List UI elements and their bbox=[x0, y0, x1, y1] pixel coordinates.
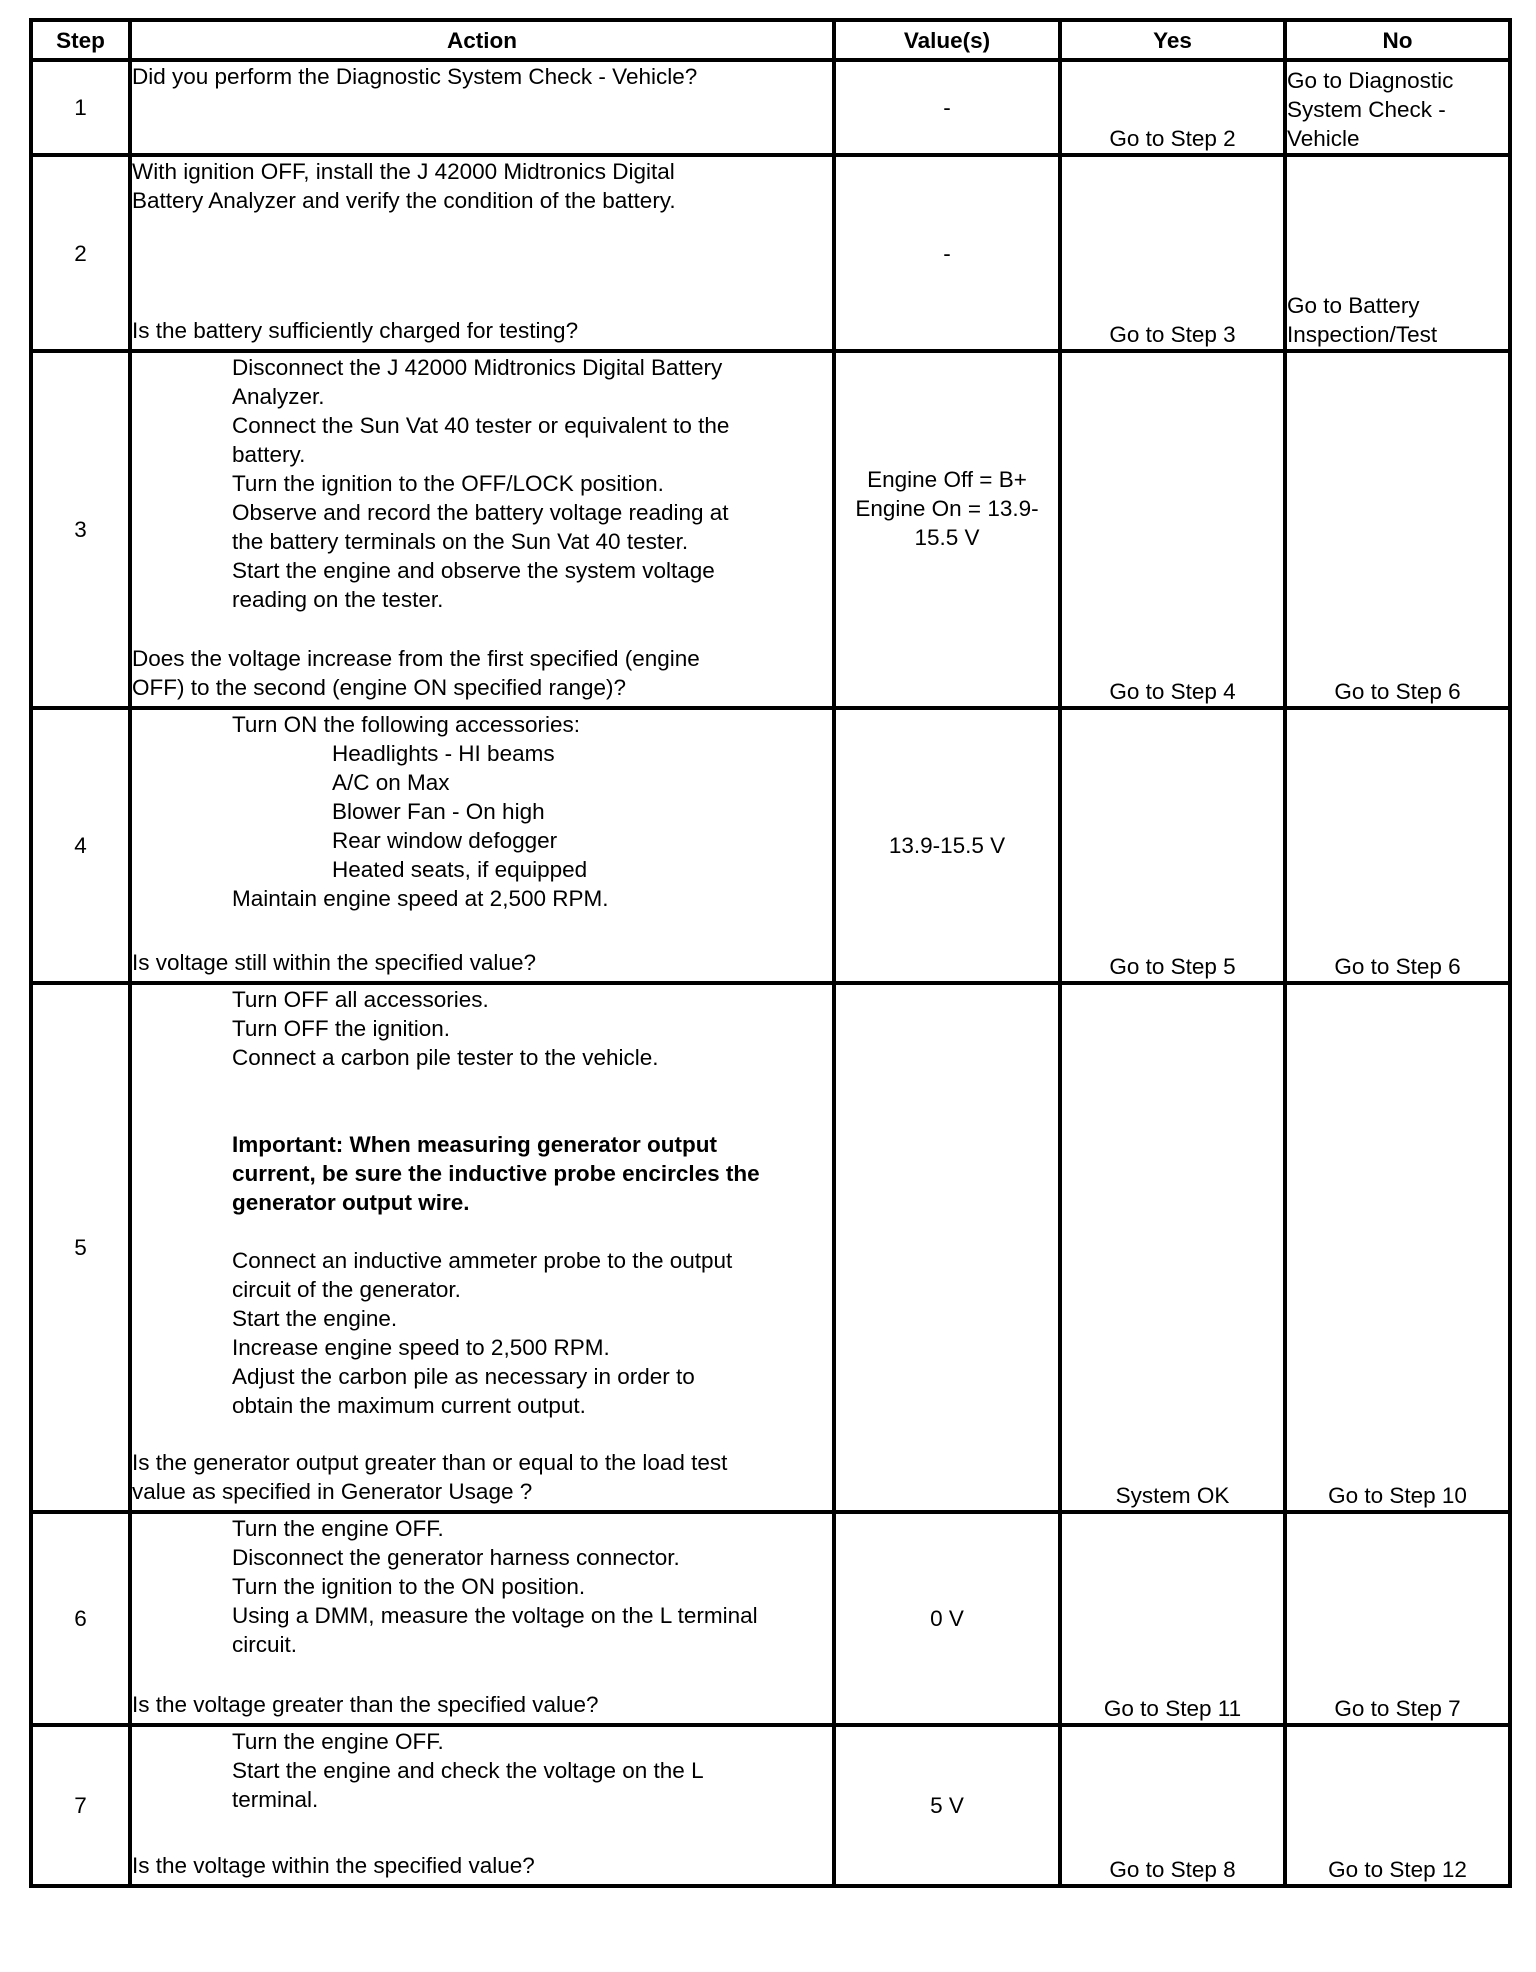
action-cell bbox=[130, 983, 834, 1512]
no-line: Go to Battery bbox=[1287, 293, 1420, 318]
no-cell: Go to Step 7 bbox=[1285, 1512, 1510, 1725]
instruction-line: Increase engine speed to 2,500 RPM. bbox=[232, 1335, 610, 1360]
important-note: current, be sure the inductive probe encircles the bbox=[232, 1161, 760, 1186]
value-cell bbox=[834, 983, 1060, 1512]
no-cell: Go to Step 12 bbox=[1285, 1725, 1510, 1886]
step-number: 3 bbox=[31, 351, 130, 708]
value-line: 15.5 V bbox=[914, 525, 980, 550]
instruction-line: reading on the tester. bbox=[232, 587, 444, 612]
action-cell bbox=[130, 1512, 834, 1725]
table-row bbox=[31, 1725, 1510, 1886]
step-number: 6 bbox=[31, 1512, 130, 1725]
value-cell: - bbox=[834, 155, 1060, 351]
value-line: Engine On = 13.9- bbox=[855, 496, 1039, 521]
no-line: System Check - bbox=[1287, 97, 1446, 122]
value-cell: - bbox=[834, 60, 1060, 155]
step-number: 7 bbox=[31, 1725, 130, 1886]
instruction-line: obtain the maximum current output. bbox=[232, 1393, 586, 1418]
instruction-line: Turn the ignition to the ON position. bbox=[232, 1574, 586, 1599]
accessory-item: Headlights - HI beams bbox=[332, 741, 555, 766]
important-note: Important: When measuring generator output bbox=[232, 1132, 718, 1157]
no-cell bbox=[1285, 155, 1510, 351]
value-cell bbox=[834, 351, 1060, 708]
instruction-line: Observe and record the battery voltage reading at bbox=[232, 500, 729, 525]
instruction-line: Turn the engine OFF. bbox=[232, 1516, 444, 1541]
yes-cell: Go to Step 8 bbox=[1060, 1725, 1285, 1886]
accessory-item: Blower Fan - On high bbox=[332, 799, 545, 824]
instruction-line: Start the engine and check the voltage on the L bbox=[232, 1758, 704, 1783]
no-cell: Go to Step 6 bbox=[1285, 708, 1510, 983]
accessory-item: Heated seats, if equipped bbox=[332, 857, 588, 882]
no-cell: Go to Step 6 bbox=[1285, 351, 1510, 708]
instruction-line: terminal. bbox=[232, 1787, 319, 1812]
step-number: 5 bbox=[31, 983, 130, 1512]
table-row bbox=[31, 155, 1510, 351]
accessory-item: A/C on Max bbox=[332, 770, 450, 795]
action-question: Is the battery sufficiently charged for testing? bbox=[132, 318, 579, 343]
action-cell bbox=[130, 351, 834, 708]
instruction-line: Connect an inductive ammeter probe to the output bbox=[232, 1248, 733, 1273]
header-action: Action bbox=[130, 20, 834, 60]
question-line: Does the voltage increase from the first specified (engine bbox=[132, 646, 700, 671]
instruction-line: Start the engine. bbox=[232, 1306, 398, 1331]
accessory-item: Rear window defogger bbox=[332, 828, 558, 853]
important-note: generator output wire. bbox=[232, 1190, 470, 1215]
header-yes: Yes bbox=[1060, 20, 1285, 60]
value-cell: 13.9-15.5 V bbox=[834, 708, 1060, 983]
instruction-line: circuit of the generator. bbox=[232, 1277, 461, 1302]
question-line: OFF) to the second (engine ON specified range)? bbox=[132, 675, 627, 700]
instruction-line: the battery terminals on the Sun Vat 40 tester. bbox=[232, 529, 689, 554]
step-number: 1 bbox=[31, 60, 130, 155]
table-row bbox=[31, 1512, 1510, 1725]
action-line: Battery Analyzer and verify the condition of the battery. bbox=[132, 188, 676, 213]
instruction-line: Turn OFF the ignition. bbox=[232, 1016, 451, 1041]
instruction-line: Using a DMM, measure the voltage on the L terminal bbox=[232, 1603, 758, 1628]
instruction-line: Turn OFF all accessories. bbox=[232, 987, 489, 1012]
step-number: 4 bbox=[31, 708, 130, 983]
no-cell bbox=[1285, 60, 1510, 155]
no-line: Go to Diagnostic bbox=[1287, 68, 1454, 93]
instruction-line: Disconnect the J 42000 Midtronics Digital Battery bbox=[232, 355, 723, 380]
no-line: Vehicle bbox=[1287, 126, 1360, 151]
instruction-line: Turn ON the following accessories: bbox=[232, 712, 581, 737]
diagnostic-table bbox=[29, 18, 1512, 1888]
action-question: Is the voltage greater than the specified value? bbox=[132, 1692, 599, 1717]
action-line: With ignition OFF, install the J 42000 Midtronics Digital bbox=[132, 159, 675, 184]
action-cell bbox=[130, 708, 834, 983]
instruction-line: Disconnect the generator harness connector. bbox=[232, 1545, 680, 1570]
value-cell: 5 V bbox=[834, 1725, 1060, 1886]
instruction-line: Start the engine and observe the system voltage bbox=[232, 558, 715, 583]
table-row bbox=[31, 983, 1510, 1512]
action-question: Is the voltage within the specified value? bbox=[132, 1853, 535, 1878]
value-line: Engine Off = B+ bbox=[867, 467, 1027, 492]
instruction-line: Turn the ignition to the OFF/LOCK position. bbox=[232, 471, 664, 496]
step-number: 2 bbox=[31, 155, 130, 351]
instruction-line: Connect the Sun Vat 40 tester or equivalent to the bbox=[232, 413, 730, 438]
table-row bbox=[31, 708, 1510, 983]
action-cell bbox=[130, 60, 834, 155]
table-row bbox=[31, 60, 1510, 155]
header-no: No bbox=[1285, 20, 1510, 60]
header-values: Value(s) bbox=[834, 20, 1060, 60]
action-question: Is voltage still within the specified value? bbox=[132, 950, 536, 975]
action-cell bbox=[130, 155, 834, 351]
instruction-line: battery. bbox=[232, 442, 306, 467]
action-cell bbox=[130, 1725, 834, 1886]
instruction-line: Connect a carbon pile tester to the vehicle. bbox=[232, 1045, 659, 1070]
yes-cell: Go to Step 2 bbox=[1060, 60, 1285, 155]
table-row bbox=[31, 351, 1510, 708]
no-line: Inspection/Test bbox=[1287, 322, 1438, 347]
instruction-line: Maintain engine speed at 2,500 RPM. bbox=[232, 886, 609, 911]
instruction-line: Turn the engine OFF. bbox=[232, 1729, 444, 1754]
yes-cell: Go to Step 4 bbox=[1060, 351, 1285, 708]
yes-cell: Go to Step 5 bbox=[1060, 708, 1285, 983]
action-text: Did you perform the Diagnostic System Check - Vehicle? bbox=[132, 64, 698, 89]
no-cell: Go to Step 10 bbox=[1285, 983, 1510, 1512]
instruction-line: Adjust the carbon pile as necessary in order to bbox=[232, 1364, 695, 1389]
header-step: Step bbox=[31, 20, 130, 60]
value-cell: 0 V bbox=[834, 1512, 1060, 1725]
yes-cell: Go to Step 3 bbox=[1060, 155, 1285, 351]
header-row bbox=[31, 20, 1510, 60]
instruction-line: Analyzer. bbox=[232, 384, 325, 409]
question-line: Is the generator output greater than or equal to the load test bbox=[132, 1450, 728, 1475]
instruction-line: circuit. bbox=[232, 1632, 298, 1657]
yes-cell: Go to Step 11 bbox=[1060, 1512, 1285, 1725]
yes-cell: System OK bbox=[1060, 983, 1285, 1512]
question-line: value as specified in Generator Usage ? bbox=[132, 1479, 533, 1504]
